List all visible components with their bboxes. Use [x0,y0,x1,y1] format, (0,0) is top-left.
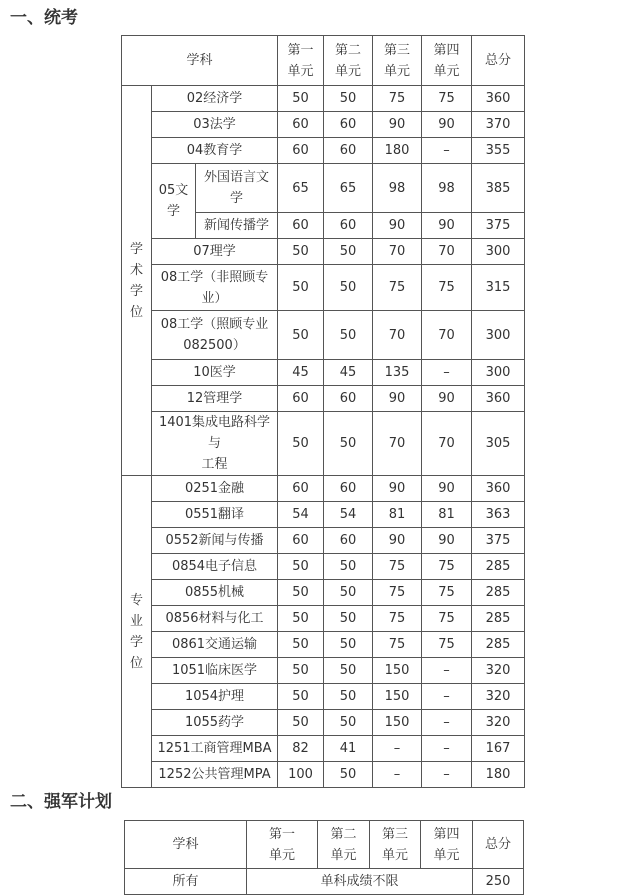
subject-name: 0861交通运输 [152,632,278,658]
total-score: 320 [472,658,525,684]
header-unit-3: 第三 单元 [370,821,421,869]
unit-3-score: 75 [373,580,422,606]
unit-4-score: 75 [422,265,472,311]
unit-1-score: 50 [278,606,324,632]
unit-4-score: 98 [422,164,472,213]
total-score: 167 [472,736,525,762]
total-score: 385 [472,164,525,213]
unit-4-score: 81 [422,502,472,528]
total-score: 285 [472,606,525,632]
total-score: 360 [472,86,525,112]
subject-name: 1051临床医学 [152,658,278,684]
table-row [122,112,525,138]
unit-1-score: 60 [278,213,324,239]
subject-name: 0251金融 [152,476,278,502]
unit-2-score: 50 [324,606,373,632]
header-unit-1: 第一 单元 [247,821,318,869]
unit-4-score: 75 [422,632,472,658]
subject-name: 1252公共管理MPA [152,762,278,788]
unit-1-score: 60 [278,138,324,164]
unit-3-score: 75 [373,265,422,311]
unit-2-score: 54 [324,502,373,528]
total-score: 320 [472,710,525,736]
unit-1-score: 50 [278,311,324,360]
unit-4-score: 90 [422,112,472,138]
total-score: 360 [472,386,525,412]
table-row [122,606,525,632]
unit-1-score: 50 [278,86,324,112]
unit-3-score: 90 [373,386,422,412]
unit-3-score: 75 [373,606,422,632]
total-score: 285 [472,632,525,658]
unit-4-score: – [422,684,472,710]
unit-2-score: 60 [324,138,373,164]
subject-name: 03法学 [152,112,278,138]
header-total: 总分 [473,821,524,869]
unit-4-score: 90 [422,528,472,554]
group-academic-degree: 学术 学位 [122,86,152,476]
section-heading-military-plan: 二、强军计划 [10,792,112,812]
unit-2-score: 50 [324,658,373,684]
unit-4-score: 75 [422,554,472,580]
unit-4-score: 75 [422,86,472,112]
total-score: 250 [473,869,524,895]
subject-name: 12管理学 [152,386,278,412]
table-row [125,869,524,895]
header-unit-1: 第一 单元 [278,36,324,86]
table-row [122,580,525,606]
unit-2-score: 50 [324,632,373,658]
unit-4-score: 90 [422,386,472,412]
subject-name: 10医学 [152,360,278,386]
header-unit-4: 第四 单元 [421,821,473,869]
unit-4-score: – [422,710,472,736]
unit-4-score: – [422,138,472,164]
table-row [122,476,525,502]
unit-1-score: 60 [278,476,324,502]
header-total: 总分 [472,36,525,86]
table-row [122,684,525,710]
unit-4-score: 75 [422,606,472,632]
unit-score-note: 单科成绩不限 [247,869,473,895]
section-heading-unified-exam: 一、统考 [10,8,78,28]
unit-2-score: 50 [324,580,373,606]
table-row [122,386,525,412]
total-score: 375 [472,528,525,554]
unit-4-score: – [422,360,472,386]
table-row [122,528,525,554]
unit-3-score: 90 [373,112,422,138]
total-score: 180 [472,762,525,788]
table-row [122,412,525,476]
unified-exam-score-table [121,35,525,788]
table-row [122,239,525,265]
table-row [122,658,525,684]
total-score: 375 [472,213,525,239]
unit-1-score: 65 [278,164,324,213]
table-row [122,86,525,112]
unit-4-score: – [422,658,472,684]
unit-2-score: 50 [324,311,373,360]
table-header-row [122,36,525,86]
table-row [122,554,525,580]
military-plan-score-table [124,820,524,895]
subject-name: 0854电子信息 [152,554,278,580]
subject-name: 08工学（照顾专业 082500） [152,311,278,360]
header-subject: 学科 [125,821,247,869]
table-row [122,502,525,528]
unit-1-score: 50 [278,632,324,658]
group-professional-degree: 专业 学位 [122,476,152,788]
table-row [122,360,525,386]
unit-2-score: 60 [324,476,373,502]
table-row [122,164,525,213]
unit-4-score: – [422,762,472,788]
unit-2-score: 50 [324,554,373,580]
unit-3-score: 150 [373,658,422,684]
unit-2-score: 65 [324,164,373,213]
unit-3-score: 70 [373,412,422,476]
table-row [122,138,525,164]
subject-name: 新闻传播学 [196,213,278,239]
table-row [122,736,525,762]
unit-1-score: 50 [278,554,324,580]
total-score: 285 [472,554,525,580]
total-score: 300 [472,360,525,386]
subject-name: 0855机械 [152,580,278,606]
unit-3-score: 90 [373,213,422,239]
unit-3-score: 75 [373,554,422,580]
unit-2-score: 50 [324,684,373,710]
unit-4-score: 90 [422,213,472,239]
table-row [122,311,525,360]
total-score: 363 [472,502,525,528]
unit-3-score: – [373,762,422,788]
unit-1-score: 45 [278,360,324,386]
unit-1-score: 50 [278,658,324,684]
unit-3-score: 75 [373,86,422,112]
unit-4-score: 70 [422,239,472,265]
table-row [122,632,525,658]
unit-3-score: 75 [373,632,422,658]
total-score: 355 [472,138,525,164]
subject-name: 所有 [125,869,247,895]
total-score: 360 [472,476,525,502]
unit-4-score: 75 [422,580,472,606]
unit-1-score: 50 [278,239,324,265]
table-row [122,762,525,788]
unit-2-score: 60 [324,386,373,412]
unit-1-score: 50 [278,265,324,311]
unit-3-score: 70 [373,311,422,360]
subject-name: 04教育学 [152,138,278,164]
unit-1-score: 60 [278,386,324,412]
header-unit-4: 第四 单元 [422,36,472,86]
total-score: 305 [472,412,525,476]
unit-2-score: 50 [324,86,373,112]
subject-name: 1054护理 [152,684,278,710]
unit-1-score: 54 [278,502,324,528]
table-row [122,265,525,311]
unit-3-score: 70 [373,239,422,265]
unit-1-score: 50 [278,710,324,736]
unit-4-score: – [422,736,472,762]
unit-3-score: 150 [373,684,422,710]
unit-2-score: 60 [324,213,373,239]
unit-2-score: 60 [324,528,373,554]
unit-1-score: 82 [278,736,324,762]
unit-3-score: 90 [373,528,422,554]
total-score: 320 [472,684,525,710]
unit-1-score: 100 [278,762,324,788]
total-score: 315 [472,265,525,311]
unit-4-score: 90 [422,476,472,502]
unit-3-score: 135 [373,360,422,386]
unit-3-score: 98 [373,164,422,213]
header-unit-3: 第三 单元 [373,36,422,86]
subject-name: 1401集成电路科学与 工程 [152,412,278,476]
total-score: 300 [472,311,525,360]
unit-1-score: 50 [278,684,324,710]
unit-2-score: 50 [324,710,373,736]
subject-name: 08工学（非照顾专 业） [152,265,278,311]
header-unit-2: 第二 单元 [318,821,370,869]
unit-2-score: 45 [324,360,373,386]
unit-3-score: 81 [373,502,422,528]
subject-name: 0551翻译 [152,502,278,528]
subject-name: 1251工商管理MBA [152,736,278,762]
total-score: 285 [472,580,525,606]
unit-3-score: – [373,736,422,762]
unit-1-score: 60 [278,112,324,138]
subject-name: 07理学 [152,239,278,265]
total-score: 370 [472,112,525,138]
subject-name: 02经济学 [152,86,278,112]
subject-literature: 05文 学 [152,164,196,239]
unit-3-score: 180 [373,138,422,164]
unit-2-score: 60 [324,112,373,138]
unit-2-score: 50 [324,412,373,476]
unit-2-score: 50 [324,239,373,265]
unit-1-score: 50 [278,412,324,476]
subject-name: 0552新闻与传播 [152,528,278,554]
total-score: 300 [472,239,525,265]
unit-2-score: 41 [324,736,373,762]
subject-name: 1055药学 [152,710,278,736]
header-unit-2: 第二 单元 [324,36,373,86]
unit-4-score: 70 [422,412,472,476]
unit-2-score: 50 [324,265,373,311]
unit-3-score: 90 [373,476,422,502]
unit-4-score: 70 [422,311,472,360]
table-row [122,710,525,736]
subject-name: 外国语言文 学 [196,164,278,213]
header-subject: 学科 [122,36,278,86]
table-header-row [125,821,524,869]
unit-1-score: 60 [278,528,324,554]
unit-2-score: 50 [324,762,373,788]
unit-1-score: 50 [278,580,324,606]
subject-name: 0856材料与化工 [152,606,278,632]
unit-3-score: 150 [373,710,422,736]
